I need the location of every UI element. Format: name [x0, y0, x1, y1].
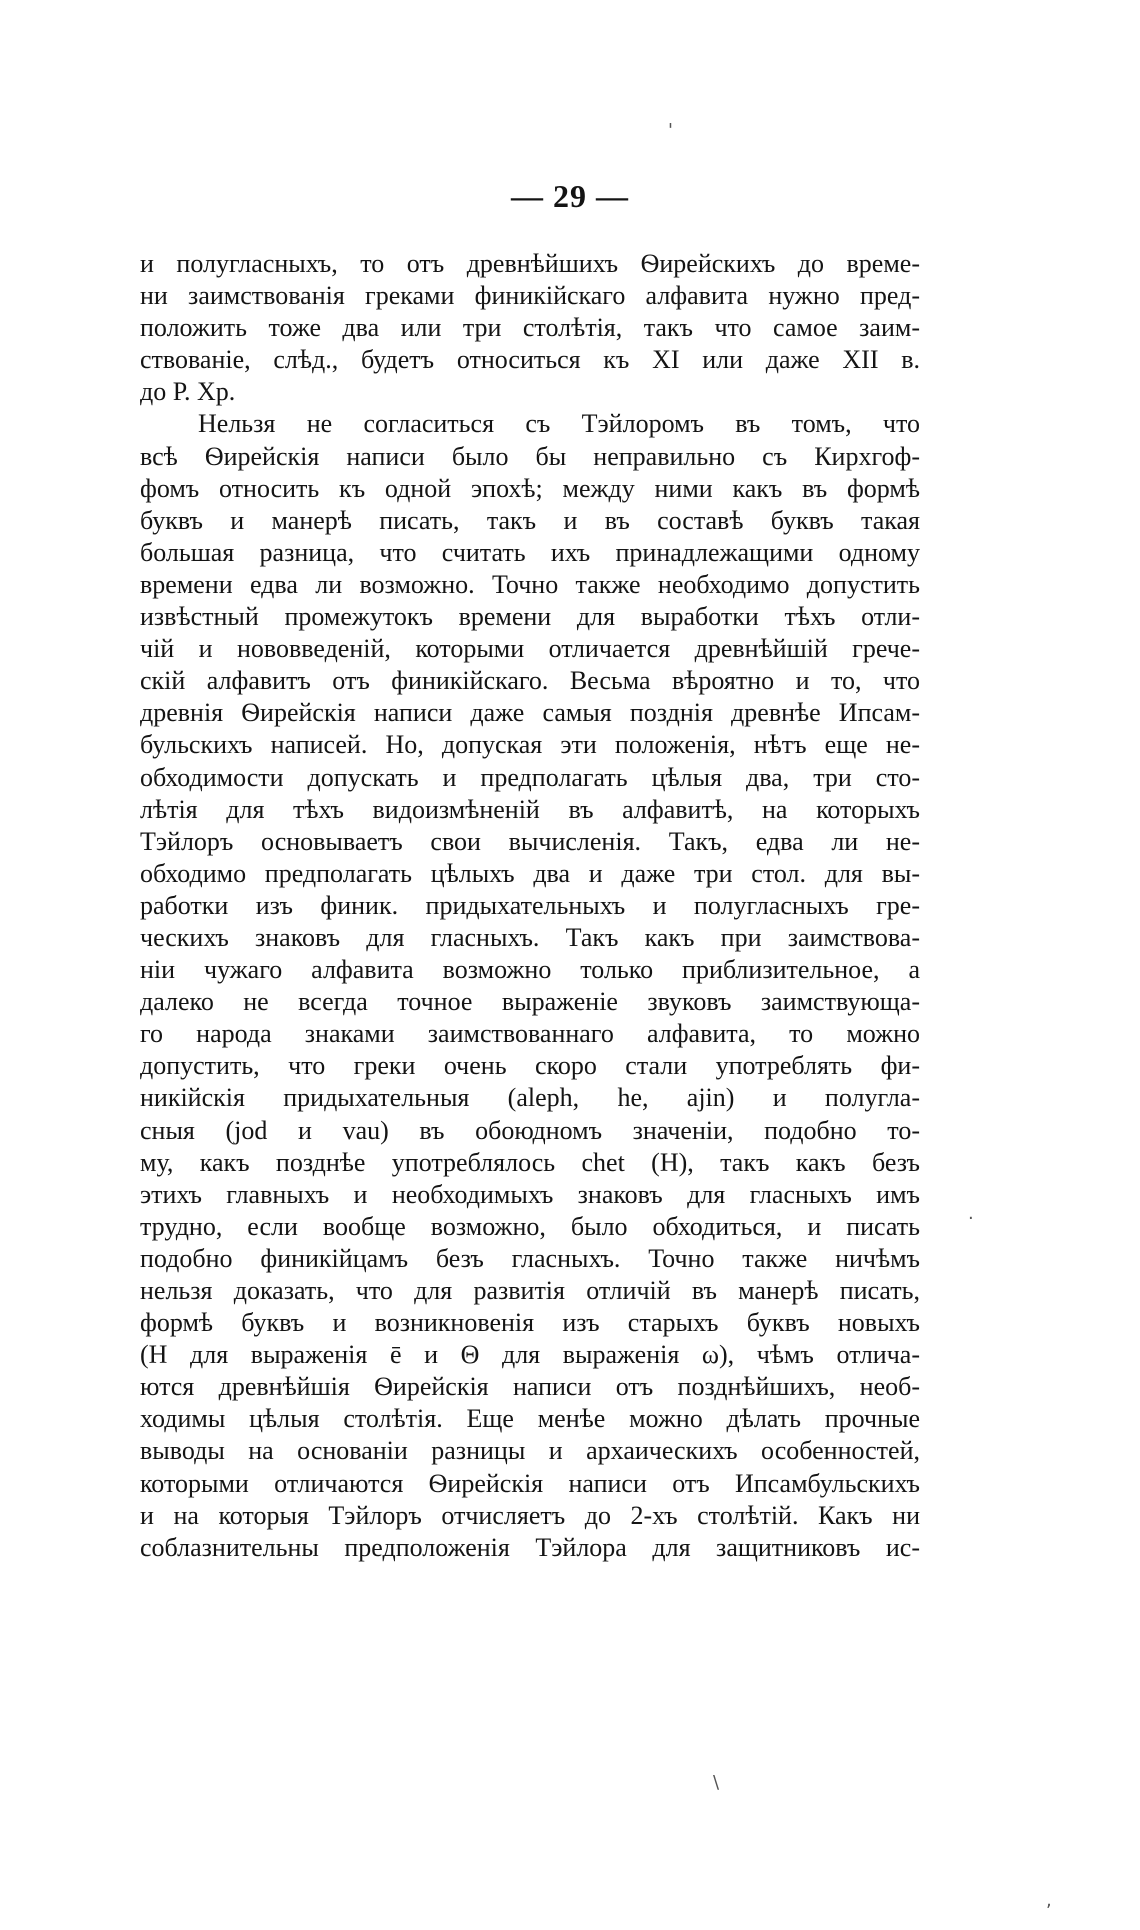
scan-speck: ' — [668, 120, 673, 141]
text-line: фомъ относить къ одной эпохѣ; между ними какъ въ формѣ — [140, 473, 920, 503]
text-line: работки изъ финик. придыхательныхъ и полугласныхъ гре- — [140, 890, 920, 920]
text-line: и полугласныхъ, то отъ древнѣйшихъ Ѳирейскихъ до време- — [140, 249, 920, 278]
text-line: никійскія придыхательныя (aleph, he, ajin) и полугла- — [140, 1083, 920, 1113]
body-text — [140, 248, 920, 1564]
text-line: извѣстный промежутокъ времени для выработки тѣхъ отли- — [140, 602, 920, 632]
text-line: до Р. Хр. — [140, 377, 236, 407]
text-line: го народа знаками заимствованнаго алфавита, то можно — [140, 1019, 920, 1049]
text-line: скій алфавитъ отъ финикійскаго. Весьма вѣроятно и то, что — [140, 666, 920, 696]
text-line: времени едва ли возможно. Точно также необходимо допустить — [140, 569, 920, 599]
text-line: Тэйлоръ основываетъ свои вычисленія. Такъ, едва ли не- — [140, 826, 920, 856]
text-line: положить тоже два или три столѣтія, такъ что самое заим- — [140, 313, 920, 343]
text-line: сныя (jod и vau) въ обоюдномъ значеніи, подобно то- — [140, 1115, 920, 1145]
text-line: ходимы цѣлыя столѣтія. Еще менѣе можно дѣлать прочные — [140, 1404, 920, 1434]
text-line: далеко не всегда точное выраженіе звуковъ заимствующа- — [140, 987, 920, 1017]
text-line: допустить, что греки очень скоро стали употреблять фи- — [140, 1051, 920, 1081]
text-line: (Η для выраженія ē и Θ для выраженія ω), чѣмъ отлича- — [140, 1340, 920, 1370]
page-number: — 29 — — [511, 178, 629, 214]
text-line: буквъ и манерѣ писать, такъ и въ составѣ буквъ такая — [140, 505, 920, 535]
text-line: ствованіе, слѣд., будетъ относиться къ XI или даже XII в. — [140, 345, 920, 375]
text-line: подобно финикійцамъ безъ гласныхъ. Точно также ничѣмъ — [140, 1243, 920, 1273]
text-line: обходимо предполагать цѣлыхъ два и даже три стол. для вы- — [140, 858, 920, 888]
text-line: этихъ главныхъ и необходимыхъ знаковъ для гласныхъ имъ — [140, 1179, 920, 1209]
text-line: ческихъ знаковъ для гласныхъ. Такъ какъ при заимствова- — [140, 922, 920, 952]
text-line: и на которыя Тэйлоръ отчисляетъ до 2-хъ столѣтій. Какъ ни — [140, 1500, 920, 1530]
text-line: выводы на основаніи разницы и архаическихъ особенностей, — [140, 1436, 920, 1466]
text-line: формѣ буквъ и возникновенія изъ старыхъ буквъ новыхъ — [140, 1308, 920, 1338]
text-line: которыми отличаются Ѳирейскія написи отъ Ипсамбульскихъ — [140, 1468, 920, 1498]
text-line: му, какъ позднѣе употреблялось chet (Η), такъ какъ безъ — [140, 1147, 920, 1177]
scan-speck: · — [968, 1208, 974, 1229]
text-line: всѣ Ѳирейскія написи было бы неправильно съ Кирхгоф- — [140, 441, 920, 471]
text-line: нельзя доказать, что для развитія отличій въ манерѣ писать, — [140, 1276, 920, 1305]
text-line: большая разница, что считать ихъ принадлежащими одному — [140, 537, 920, 567]
text-line: древнія Ѳирейскія написи даже самыя позднія древнѣе Ипсам- — [140, 698, 920, 728]
text-line: Нельзя не согласиться съ Тэйлоромъ въ томъ, что — [198, 409, 920, 439]
text-line: ни заимствованія греками финикійскаго алфавита нужно пред- — [140, 281, 920, 311]
text-line: трудно, если вообще возможно, было обходиться, и писать — [140, 1211, 920, 1241]
text-line: бульскихъ написей. Но, допуская эти положенія, нѣтъ еще не- — [140, 730, 920, 760]
scan-stroke: \ — [713, 1772, 720, 1793]
text-line: лѣтія для тѣхъ видоизмѣненій въ алфавитѣ, на которыхъ — [140, 794, 920, 824]
text-line: соблазнительны предположенія Тэйлора для защитниковъ ис- — [140, 1532, 920, 1562]
text-line: обходимости допускать и предполагать цѣлыя два, три сто- — [140, 762, 920, 792]
text-line: ніи чужаго алфавита возможно только приблизительное, а — [140, 955, 920, 985]
scan-speck: , — [1046, 1890, 1052, 1911]
text-line: чій и нововведеній, которыми отличается древнѣйшій грече- — [140, 634, 920, 664]
text-line: ются древнѣйшія Ѳирейскія написи отъ позднѣйшихъ, необ- — [140, 1372, 920, 1402]
